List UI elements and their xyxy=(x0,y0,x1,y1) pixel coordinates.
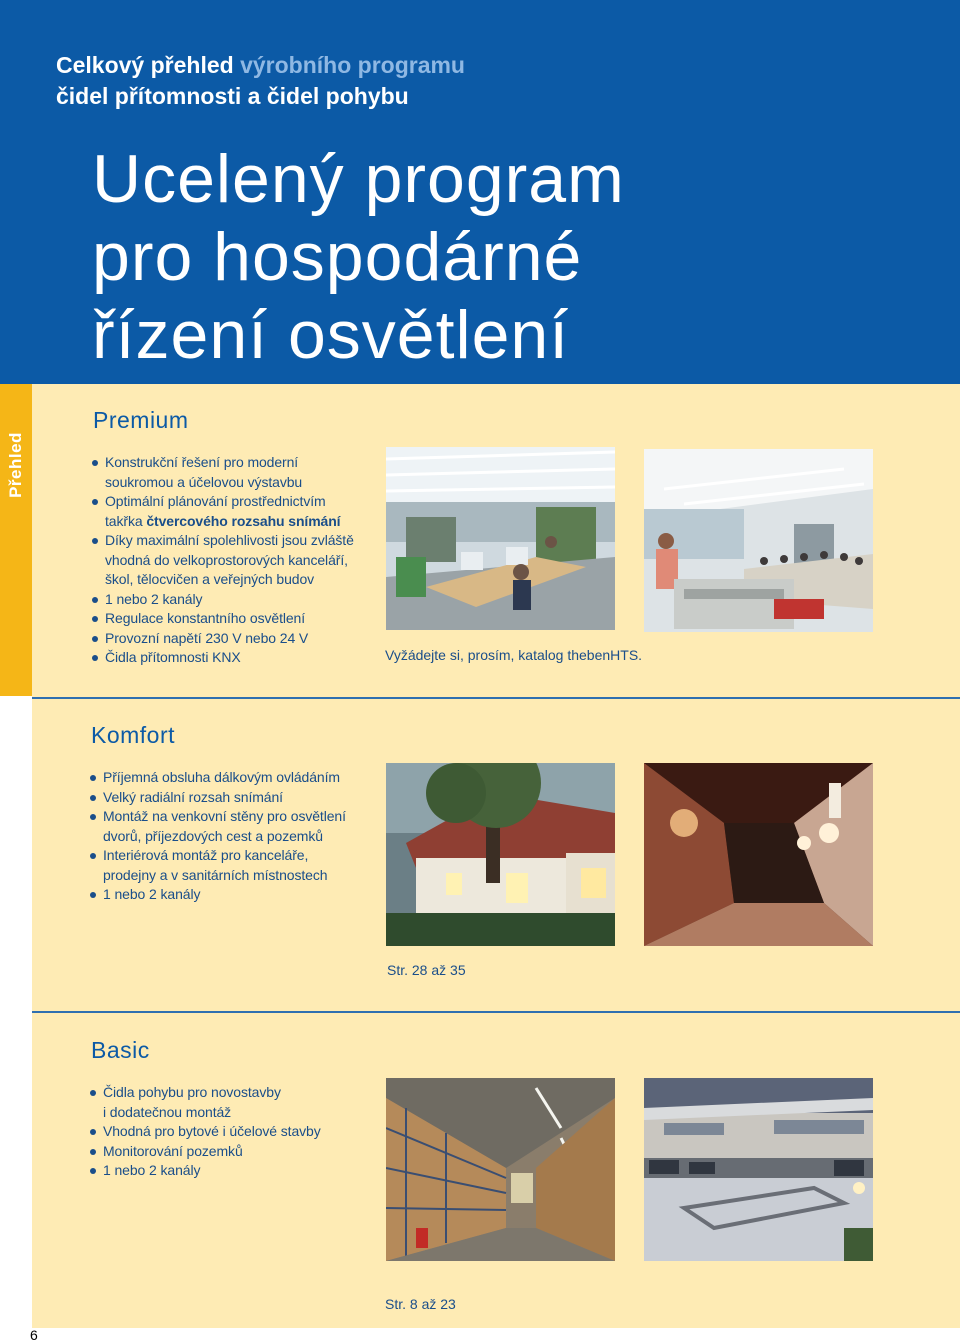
headline-line: Ucelený program xyxy=(92,141,625,217)
basic-title: Basic xyxy=(91,1037,150,1063)
list-item: Čidla pohybu pro novostavby i dodatečnou montáž xyxy=(89,1083,374,1122)
premium-title: Premium xyxy=(93,407,189,433)
list-item: Monitorování pozemků xyxy=(89,1142,374,1162)
list-item: 1 nebo 2 kanály xyxy=(89,1161,374,1181)
section-divider xyxy=(32,1011,960,1013)
headline-line: pro hospodárné xyxy=(92,219,583,295)
house-exterior-photo xyxy=(386,763,615,946)
side-tab-label: Přehled xyxy=(6,432,25,498)
basic-bullets xyxy=(89,1083,374,1181)
list-item: Vhodná pro bytové i účelové stavby xyxy=(89,1122,374,1142)
page-number: 6 xyxy=(30,1327,38,1343)
corridor-interior-photo xyxy=(644,763,873,946)
list-item: Konstrukční řešení pro moderní soukromou a účelovou výstavbu xyxy=(91,453,376,492)
headline-line: řízení osvětlení xyxy=(92,297,570,373)
premium-bullets xyxy=(91,453,376,668)
list-item: Velký radiální rozsah snímání xyxy=(89,788,374,808)
list-item: Montáž na venkovní stěny pro osvětlení dvorů, příjezdových cest a pozemků xyxy=(89,807,374,846)
section-divider xyxy=(32,697,960,699)
komfort-bullets xyxy=(89,768,374,905)
classroom-photo xyxy=(644,449,873,632)
warehouse-photo xyxy=(386,1078,615,1261)
parking-courtyard-photo xyxy=(644,1078,873,1261)
list-item: Díky maximální spolehlivosti jsou zvláště vhodná do velkoprostorových kanceláří, škol, tělocvičen a veřejných budov xyxy=(91,531,376,590)
list-item: Interiérová montáž pro kanceláře, prodejny a v sanitárních místnostech xyxy=(89,846,374,885)
komfort-title: Komfort xyxy=(91,722,176,748)
list-item: Regulace konstantního osvětlení xyxy=(91,609,376,629)
premium-catalog-note: Vyžádejte si, prosím, katalog thebenHTS. xyxy=(385,647,643,663)
kicker-bold: Celkový přehled xyxy=(56,52,234,78)
kicker-line2: čidel přítomnosti a čidel pohybu xyxy=(56,83,409,109)
kicker-light: výrobního programu xyxy=(240,52,465,78)
list-item: Příjemná obsluha dálkovým ovládáním xyxy=(89,768,374,788)
komfort-page-ref: Str. 28 až 35 xyxy=(387,962,466,978)
basic-page-ref: Str. 8 až 23 xyxy=(385,1296,456,1312)
list-item: 1 nebo 2 kanály xyxy=(89,885,374,905)
list-item: Provozní napětí 230 V nebo 24 V xyxy=(91,629,376,649)
open-plan-office-photo xyxy=(386,447,615,630)
page-headline xyxy=(92,140,625,374)
kicker-heading xyxy=(56,50,465,112)
list-item: Čidla přítomnosti KNX xyxy=(91,648,376,668)
list-item: Optimální plánování prostřednictvím takřka čtvercového rozsahu snímání xyxy=(91,492,376,531)
list-item: 1 nebo 2 kanály xyxy=(91,590,376,610)
